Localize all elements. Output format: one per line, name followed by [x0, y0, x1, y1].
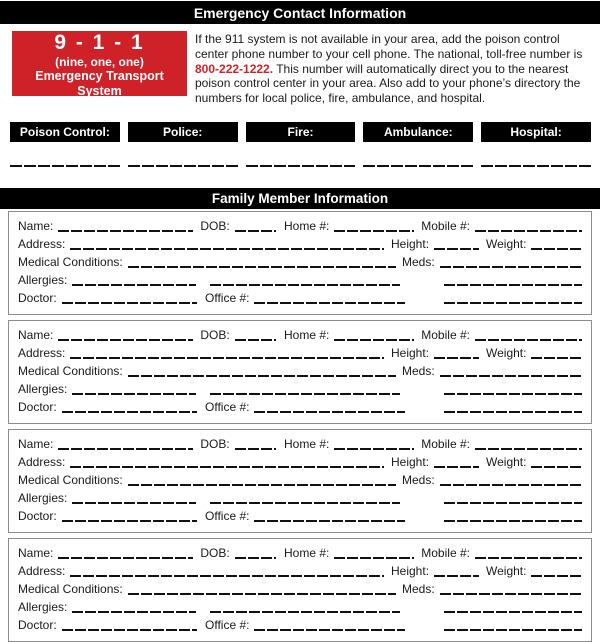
doctor-label: Doctor:: [18, 399, 57, 414]
mobile-phone-label: Mobile #:: [421, 218, 470, 233]
meds-continuation-line: [444, 284, 582, 286]
911-number: 9 - 1 - 1: [54, 30, 145, 54]
address-blank-line: [70, 466, 384, 468]
meds-continuation-line-2: [444, 411, 582, 413]
address-label: Address:: [18, 236, 66, 251]
meds-label: Meds:: [402, 363, 435, 378]
contact-label-hospital: Hospital:: [481, 122, 591, 142]
mobile-phone-blank-line: [475, 448, 582, 450]
911-badge: [12, 31, 187, 96]
family-member-list: [8, 211, 592, 642]
poison-control-blank-line: [10, 165, 120, 167]
doctor-label: Doctor:: [18, 508, 57, 523]
meds-blank-line: [440, 484, 582, 486]
home-phone-label: Home #:: [284, 545, 330, 560]
weight-label: Weight:: [486, 236, 527, 251]
family-member-card: [8, 211, 592, 315]
dob-label: DOB:: [200, 545, 230, 560]
poison-control-phone-number: 800-222-1222.: [195, 61, 274, 76]
doctor-blank-line: [62, 302, 197, 304]
office-phone-blank-line: [254, 629, 405, 631]
home-phone-blank-line: [334, 448, 413, 450]
weight-label: Weight:: [486, 345, 527, 360]
mobile-phone-blank-line: [475, 230, 582, 232]
name-label: Name:: [18, 327, 54, 342]
dob-blank-line: [235, 557, 277, 559]
dob-blank-line: [235, 230, 277, 232]
doctor-blank-line: [62, 520, 197, 522]
instructions-text-before: If the 911 system is not available in your area, add the poison control center phone number to your cell phone. The national, toll-free number is: [195, 32, 583, 61]
meds-continuation-line-2: [444, 629, 582, 631]
home-phone-blank-line: [334, 557, 413, 559]
dob-blank-line: [235, 448, 277, 450]
meds-blank-line: [440, 375, 582, 377]
name-blank-line: [58, 339, 192, 341]
member-row-name-dob-phones: [18, 543, 582, 561]
medical-conditions-blank-line: [128, 375, 396, 377]
height-blank-line: [434, 248, 479, 250]
police-blank-line: [128, 165, 238, 167]
911-spelled-out: (nine, one, one): [55, 54, 144, 69]
contact-label-ambulance: Ambulance:: [363, 122, 473, 142]
emergency-contacts-row: [10, 122, 591, 142]
911-caption: Emergency Transport System: [35, 68, 164, 98]
office-phone-label: Office #:: [205, 508, 250, 523]
height-blank-line: [434, 466, 479, 468]
address-blank-line: [70, 357, 384, 359]
ambulance-blank-line: [363, 165, 473, 167]
height-blank-line: [434, 575, 479, 577]
member-row-medical: [18, 252, 582, 270]
home-phone-blank-line: [334, 230, 413, 232]
member-row-doctor: [18, 397, 582, 415]
doctor-blank-line: [62, 629, 197, 631]
office-phone-label: Office #:: [205, 290, 250, 305]
family-member-card: [8, 320, 592, 424]
meds-continuation-line: [444, 393, 582, 395]
allergies-continuation-line: [210, 284, 400, 286]
office-phone-label: Office #:: [205, 617, 250, 632]
member-row-allergies: [18, 379, 582, 397]
mobile-phone-blank-line: [475, 557, 582, 559]
weight-blank-line: [531, 357, 582, 359]
allergies-blank-line: [72, 502, 196, 504]
member-row-doctor: [18, 506, 582, 524]
address-blank-line: [70, 248, 384, 250]
meds-continuation-line-2: [444, 302, 582, 304]
member-row-address: [18, 343, 582, 361]
meds-continuation-line-2: [444, 520, 582, 522]
allergies-label: Allergies:: [18, 490, 68, 505]
medical-conditions-blank-line: [128, 266, 396, 268]
member-row-name-dob-phones: [18, 325, 582, 343]
weight-label: Weight:: [486, 563, 527, 578]
name-blank-line: [58, 557, 192, 559]
allergies-blank-line: [72, 611, 196, 613]
emergency-contacts-blank-lines: [10, 165, 591, 169]
allergies-continuation-line: [210, 393, 400, 395]
address-label: Address:: [18, 454, 66, 469]
doctor-label: Doctor:: [18, 290, 57, 305]
office-phone-blank-line: [254, 302, 405, 304]
weight-blank-line: [531, 466, 582, 468]
height-label: Height:: [391, 563, 430, 578]
family-member-card: [8, 538, 592, 642]
weight-blank-line: [531, 575, 582, 577]
emergency-intro-section: [12, 31, 590, 106]
office-phone-blank-line: [254, 411, 405, 413]
member-row-name-dob-phones: [18, 434, 582, 452]
height-label: Height:: [391, 236, 430, 251]
home-phone-blank-line: [334, 339, 413, 341]
dob-blank-line: [235, 339, 277, 341]
member-row-name-dob-phones: [18, 216, 582, 234]
meds-label: Meds:: [402, 581, 435, 596]
medical-conditions-label: Medical Conditions:: [18, 472, 123, 487]
member-row-allergies: [18, 597, 582, 615]
name-blank-line: [58, 230, 192, 232]
contact-label-police: Police:: [128, 122, 238, 142]
name-blank-line: [58, 448, 192, 450]
home-phone-label: Home #:: [284, 436, 330, 451]
page-title: Emergency Contact Information: [0, 1, 600, 24]
allergies-continuation-line: [210, 611, 400, 613]
meds-blank-line: [440, 266, 582, 268]
meds-label: Meds:: [402, 472, 435, 487]
medical-conditions-label: Medical Conditions:: [18, 254, 123, 269]
weight-blank-line: [531, 248, 582, 250]
mobile-phone-blank-line: [475, 339, 582, 341]
member-row-address: [18, 561, 582, 579]
fire-blank-line: [246, 165, 356, 167]
member-row-medical: [18, 361, 582, 379]
office-phone-label: Office #:: [205, 399, 250, 414]
member-row-allergies: [18, 488, 582, 506]
allergies-blank-line: [72, 284, 196, 286]
office-phone-blank-line: [254, 520, 405, 522]
name-label: Name:: [18, 436, 54, 451]
doctor-blank-line: [62, 411, 197, 413]
contact-label-fire: Fire:: [246, 122, 356, 142]
height-label: Height:: [391, 454, 430, 469]
member-row-medical: [18, 579, 582, 597]
member-row-doctor: [18, 615, 582, 633]
meds-continuation-line: [444, 502, 582, 504]
family-member-card: [8, 429, 592, 533]
meds-continuation-line: [444, 611, 582, 613]
instructions-text-after: This number will automatically direct you to the nearest poison control center in your area. Also add to your phone’s directory the numbers for local police, fire, ambulance, and hospital.: [195, 61, 581, 106]
meds-label: Meds:: [402, 254, 435, 269]
allergies-blank-line: [72, 393, 196, 395]
doctor-label: Doctor:: [18, 617, 57, 632]
mobile-phone-label: Mobile #:: [421, 436, 470, 451]
family-section-title: Family Member Information: [0, 188, 600, 209]
medical-conditions-blank-line: [128, 593, 396, 595]
member-row-doctor: [18, 288, 582, 306]
allergies-label: Allergies:: [18, 272, 68, 287]
member-row-allergies: [18, 270, 582, 288]
allergies-label: Allergies:: [18, 381, 68, 396]
height-label: Height:: [391, 345, 430, 360]
medical-conditions-blank-line: [128, 484, 396, 486]
address-label: Address:: [18, 345, 66, 360]
name-label: Name:: [18, 545, 54, 560]
hospital-blank-line: [481, 165, 591, 167]
poison-control-instructions: [195, 31, 590, 106]
weight-label: Weight:: [486, 454, 527, 469]
address-label: Address:: [18, 563, 66, 578]
home-phone-label: Home #:: [284, 327, 330, 342]
member-row-address: [18, 234, 582, 252]
dob-label: DOB:: [200, 327, 230, 342]
meds-blank-line: [440, 593, 582, 595]
mobile-phone-label: Mobile #:: [421, 327, 470, 342]
allergies-continuation-line: [210, 502, 400, 504]
dob-label: DOB:: [200, 436, 230, 451]
address-blank-line: [70, 575, 384, 577]
home-phone-label: Home #:: [284, 218, 330, 233]
member-row-address: [18, 452, 582, 470]
mobile-phone-label: Mobile #:: [421, 545, 470, 560]
name-label: Name:: [18, 218, 54, 233]
medical-conditions-label: Medical Conditions:: [18, 363, 123, 378]
height-blank-line: [434, 357, 479, 359]
contact-label-poison-control: Poison Control:: [10, 122, 120, 142]
member-row-medical: [18, 470, 582, 488]
dob-label: DOB:: [200, 218, 230, 233]
medical-conditions-label: Medical Conditions:: [18, 581, 123, 596]
allergies-label: Allergies:: [18, 599, 68, 614]
